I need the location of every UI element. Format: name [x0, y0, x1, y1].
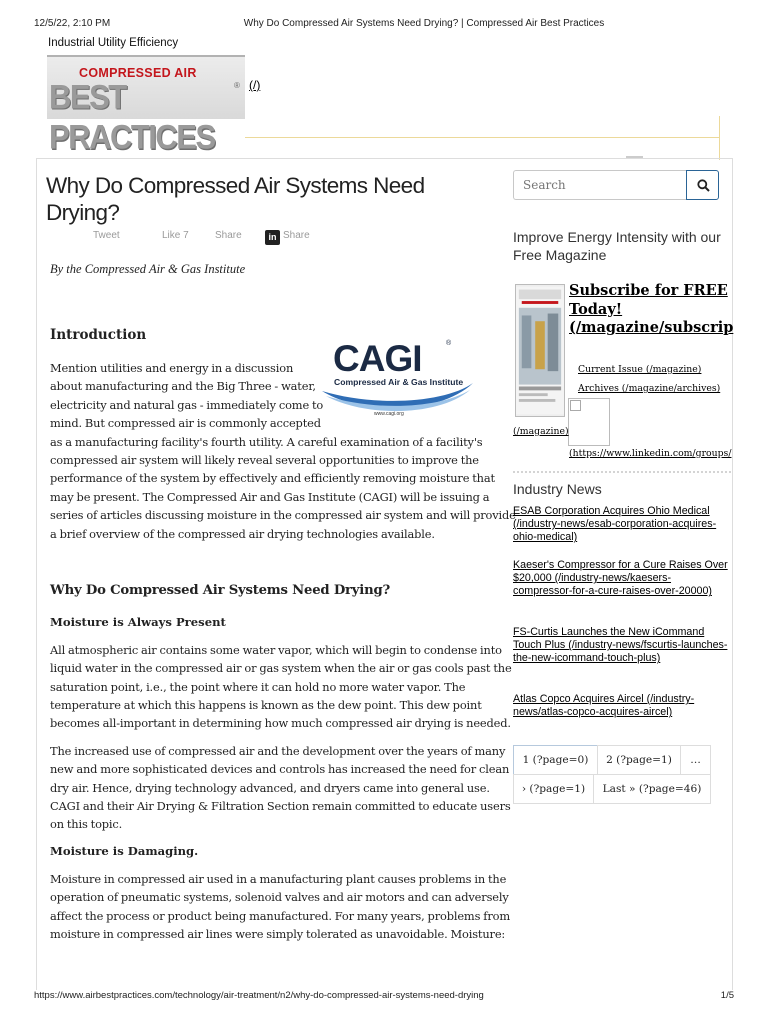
search-input[interactable]	[513, 170, 687, 200]
subheading-moisture-present: Moisture is Always Present	[50, 615, 226, 629]
current-issue-link[interactable]: Current Issue (/magazine)	[578, 364, 702, 375]
print-header	[34, 18, 734, 32]
search-icon	[697, 179, 710, 192]
news-item[interactable]: FS-Curtis Launches the New iCommand Touch Plus (/industry-news/fscurtis-launches-the-new-icommand-touch-plus)	[513, 626, 728, 665]
linkedin-group-link[interactable]: (https://www.linkedin.com/groups/	[569, 448, 732, 459]
news-item[interactable]: Kaeser's Compressor for a Cure Raises Over $20,000 (/industry-news/kaesers-compressor-for-a-cure-raises-over-20000)	[513, 559, 728, 598]
tweet-button[interactable]: Tweet	[93, 230, 120, 241]
linkedin-icon[interactable]: in	[265, 230, 280, 245]
paragraph-moisture-damaging: Moisture in compressed air used in a manufacturing plant causes problems in the operation of pneumatic systems, solenoid valves and air motors and can adversely affect the process or product being manufactured. For many years, problems from moisture in compressed air lines were simply tolerated as unavoidable. Moisture:	[50, 872, 510, 941]
news-item[interactable]: ESAB Corporation Acquires Ohio Medical (/industry-news/esab-corporation-acquires-ohio-medical)	[513, 505, 717, 544]
decorative-line	[719, 116, 720, 160]
pager-next[interactable]: › (?page=1)	[513, 774, 594, 804]
paragraph-moisture-present: All atmospheric air contains some water vapor, which will begin to condense into liquid water in the compressed air or gas system when the air or gas cools past the saturation point, i.e., the point where it can hold no more water vapor. The temperature at which this happens is known as the dew point. This dew point becomes all-important in determining how much compressed air drying is needed.	[50, 643, 512, 731]
article-byline: By the Compressed Air & Gas Institute	[50, 262, 246, 276]
intro-heading: Introduction	[50, 327, 147, 343]
magazine-cover-image[interactable]	[515, 284, 565, 417]
site-tagline: Industrial Utility Efficiency	[48, 37, 179, 49]
pager-page-2[interactable]: 2 (?page=1)	[597, 745, 681, 775]
cagi-url: www.cagi.org	[374, 411, 404, 417]
print-datetime: 12/5/22, 2:10 PM	[34, 18, 111, 29]
magazine-link[interactable]: (/magazine)	[513, 426, 569, 437]
section-heading: Why Do Compressed Air Systems Need Drying?	[50, 583, 391, 598]
cagi-subtitle: Compressed Air & Gas Institute	[334, 377, 464, 387]
logo-line-2: BEST PRACTICES	[49, 77, 215, 157]
share-row	[46, 230, 346, 246]
sidebar-divider	[513, 471, 731, 473]
logo-registered-mark: ®	[234, 81, 240, 90]
intro-paragraph: Mention utilities and energy in a discussion about manufacturing and the Big Three - water, electricity and natural gas - immediately come to mind. But compressed air is commonly accepted as a manufacturing facility's fourth utility. A careful examination of a facility's compressed air system will likely reveal several opportunities to improve the performance of the system by effectively and efficiently removing moisture that may be present. The Compressed Air and Gas Institute (CAGI) will be issuing a series of articles discussing moisture in the compressed air system and will provide a brief overview of the compressed air drying technologies available.	[50, 361, 516, 541]
news-item[interactable]: Atlas Copco Acquires Aircel (/industry-news/atlas-copco-acquires-aircel)	[513, 693, 695, 719]
print-footer	[34, 990, 734, 1004]
article-title: Why Do Compressed Air Systems Need Drying?	[46, 173, 425, 225]
share-button[interactable]: Share	[215, 230, 242, 241]
cagi-wordmark: CAGI	[333, 338, 422, 379]
subheading-moisture-damaging: Moisture is Damaging.	[50, 844, 199, 858]
linkedin-share-button[interactable]: Share	[283, 230, 310, 241]
print-url: https://www.airbestpractices.com/technology/air-treatment/n2/why-do-compressed-air-systems-need-drying	[34, 990, 484, 1001]
broken-image-icon[interactable]	[568, 398, 610, 446]
search-box	[513, 170, 719, 200]
search-button[interactable]	[686, 170, 719, 200]
print-title: Why Do Compressed Air Systems Need Drying? | Compressed Air Best Practices	[243, 18, 605, 29]
industry-news-title: Industry News	[513, 481, 602, 497]
cagi-registered-mark: ®	[446, 340, 452, 347]
decorative-line	[245, 137, 720, 138]
magazine-promo: Improve Energy Intensity with our Free Magazine	[513, 229, 721, 263]
pager-ellipsis: …	[680, 745, 711, 775]
pager-last[interactable]: Last » (?page=46)	[593, 774, 711, 804]
print-page-number: 1/5	[720, 990, 734, 1001]
subscribe-link[interactable]: Subscribe for FREE Today! (/magazine/subscrip	[569, 282, 734, 336]
logo-line-1: COMPRESSED AIR	[79, 66, 197, 80]
site-logo[interactable]	[47, 55, 245, 157]
pager-page-1[interactable]: 1 (?page=0)	[513, 745, 598, 775]
home-link[interactable]: (/)	[249, 78, 261, 92]
like-button[interactable]: Like 7	[162, 230, 189, 241]
paragraph-increased-use: The increased use of compressed air and the development over the years of many new and more sophisticated devices and controls has increased the need for clean dry air. Hence, drying technology advanced, and dryers came into general use. CAGI and their Air Drying & Filtration Section remain committed to educate users on this topic.	[50, 744, 511, 832]
archives-link[interactable]: Archives (/magazine/archives)	[578, 383, 721, 394]
